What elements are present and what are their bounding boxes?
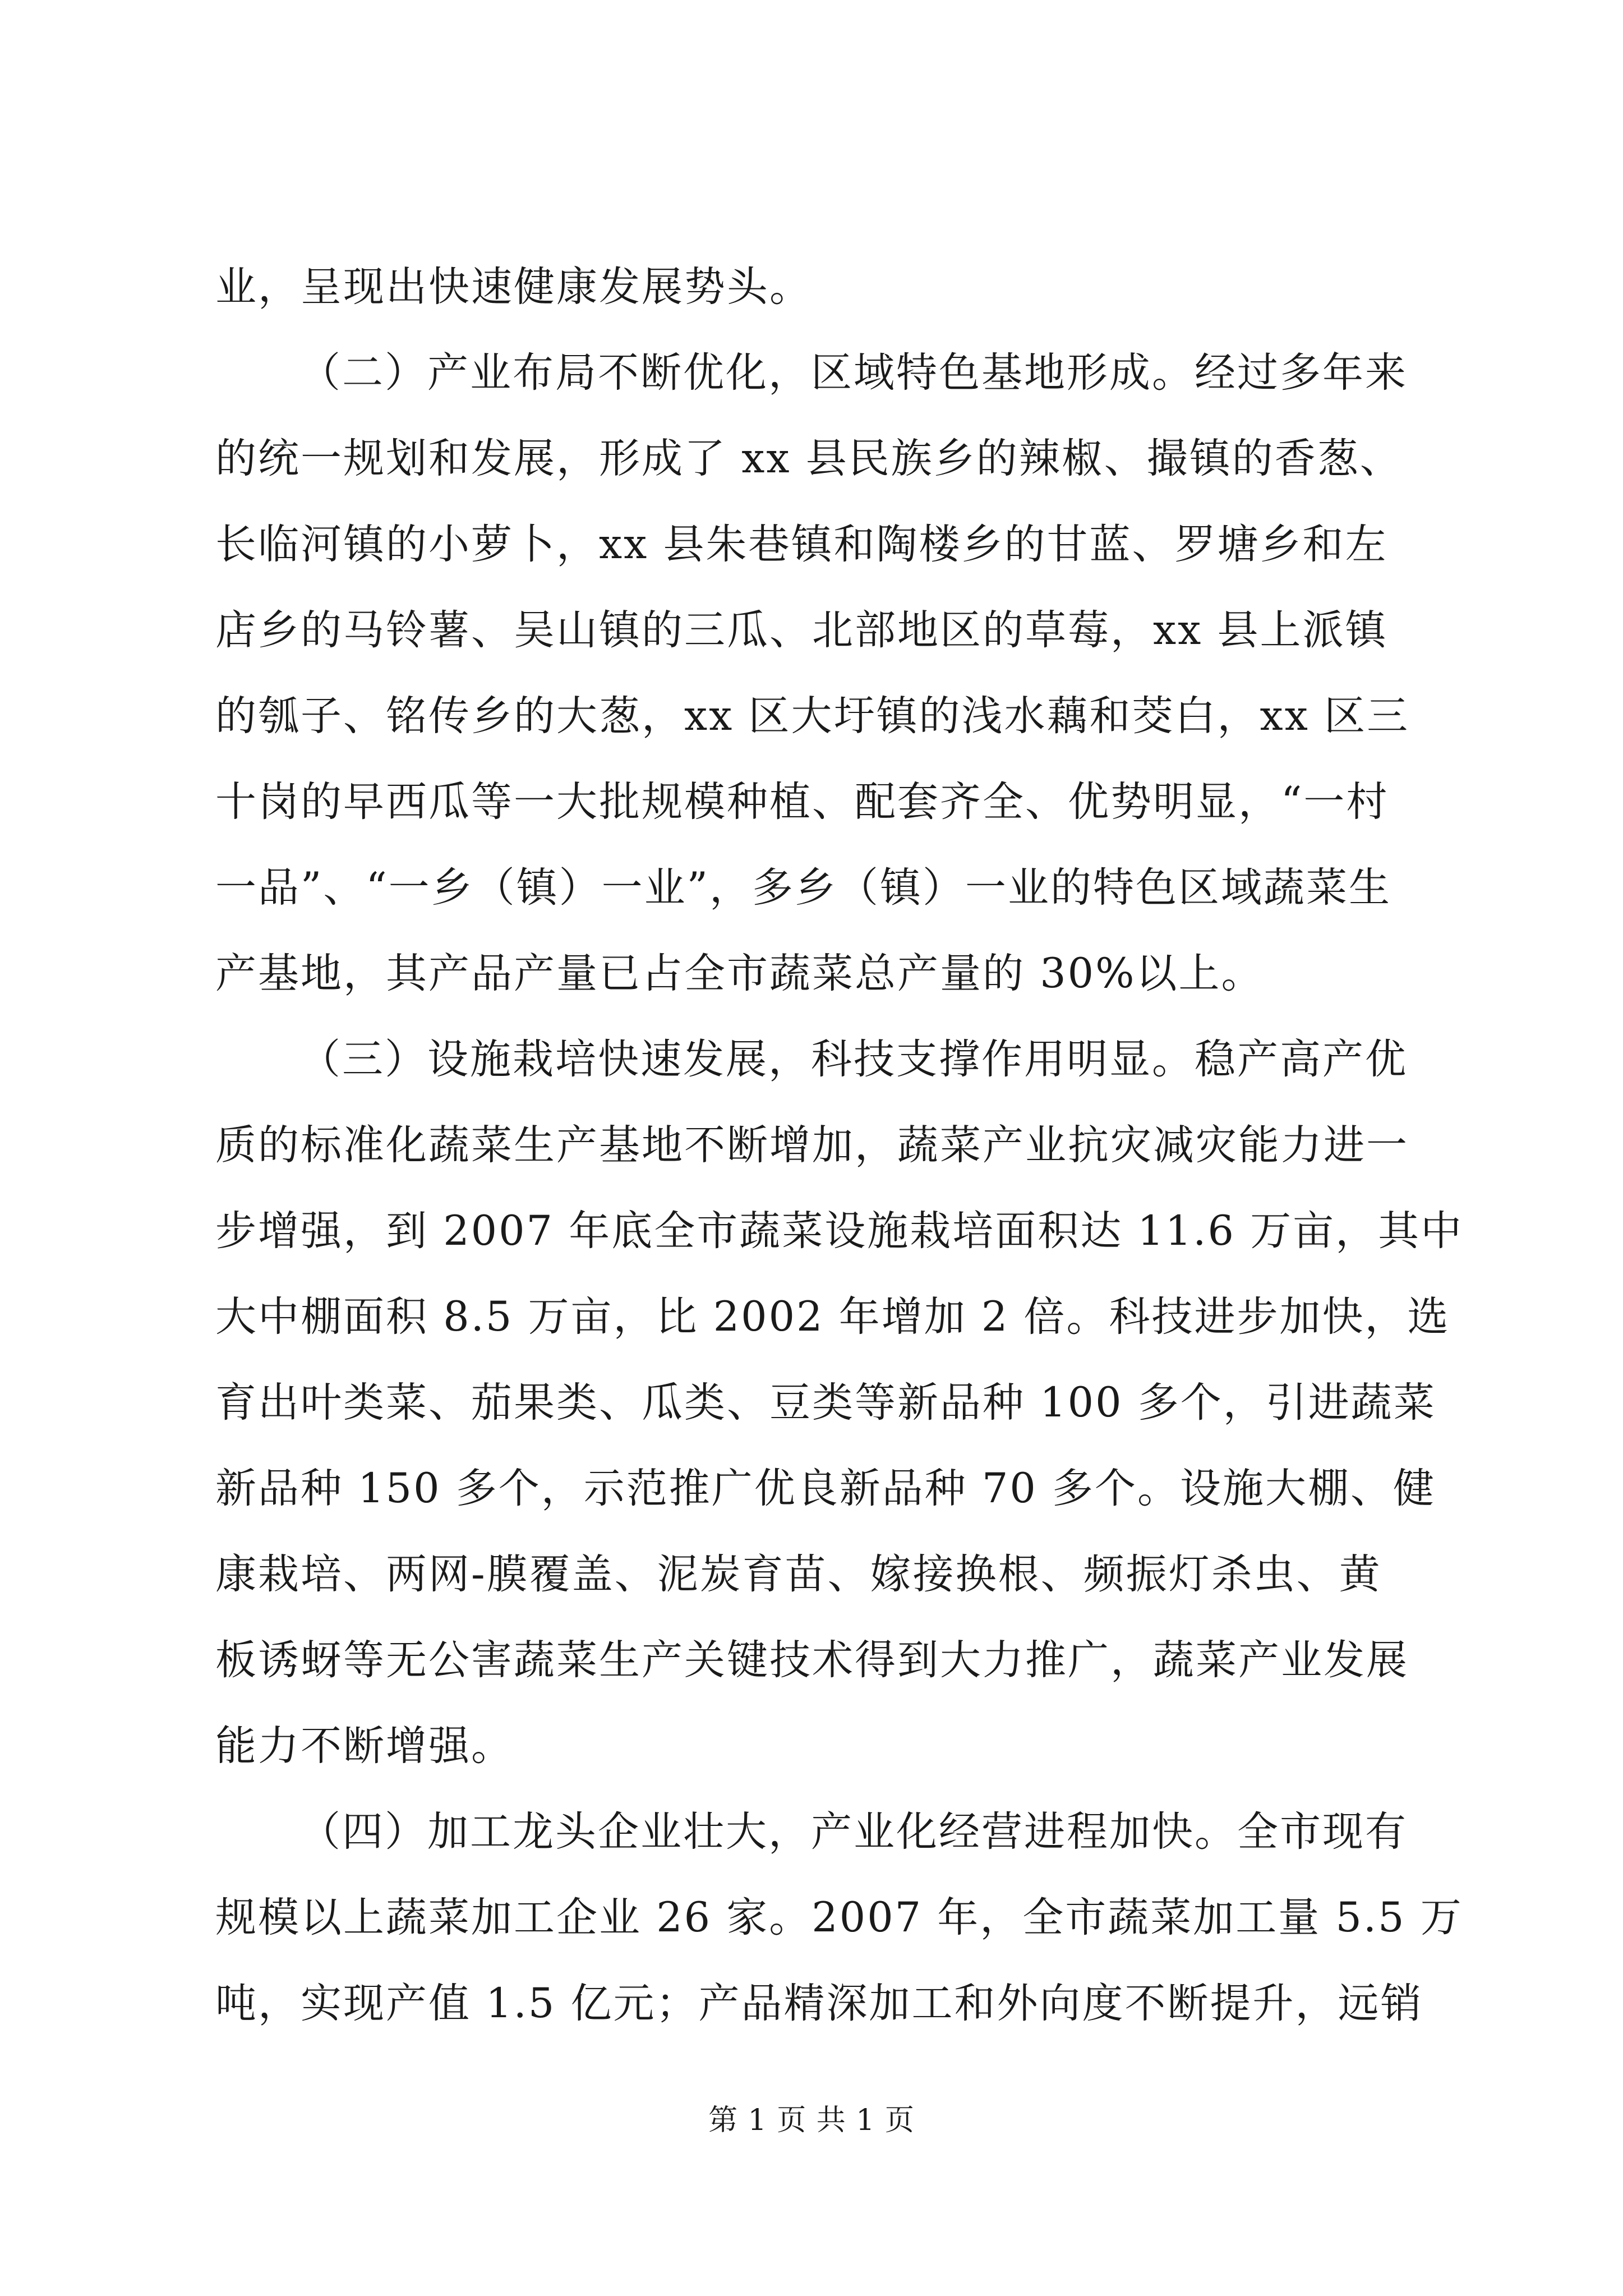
text-line: 一品”、“一乡（镇）一业”，多乡（镇）一业的特色区域蔬菜生 [215,864,1391,912]
text-line: 育出叶类菜、茄果类、瓜类、豆类等新品种 100 多个，引进蔬菜 [215,1379,1436,1427]
page-number-footer: 第 1 页 共 1 页 [708,2104,915,2137]
paragraph-4-start: （四）加工龙头企业壮大，产业化经营进程加快。全市现有 [299,1808,1408,1856]
text-line: 步增强，到 2007 年底全市蔬菜设施栽培面积达 11.6 万亩，其中 [215,1207,1464,1255]
text-line: 十岗的早西瓜等一大批规模种植、配套齐全、优势明显，“一村 [215,778,1389,826]
paragraph-2-start: （二）产业布局不断优化，区域特色基地形成。经过多年来 [299,349,1408,397]
paragraph-3-start: （三）设施栽培快速发展，科技支撑作用明显。稳产高产优 [299,1036,1408,1083]
text-line: 吨，实现产值 1.5 亿元；产品精深加工和外向度不断提升，远销 [215,1980,1423,2027]
text-line: 规模以上蔬菜加工企业 26 家。2007 年，全市蔬菜加工量 5.5 万 [215,1894,1463,1941]
text-line: 质的标准化蔬菜生产基地不断增加，蔬菜产业抗灾减灾能力进一 [215,1121,1409,1169]
text-line: 板诱蚜等无公害蔬菜生产关键技术得到大力推广，蔬菜产业发展 [215,1636,1409,1684]
text-line: 店乡的马铃薯、吴山镇的三瓜、北部地区的草莓，xx 县上派镇 [215,606,1388,654]
text-line: 业，呈现出快速健康发展势头。 [215,263,812,311]
text-line: 产基地，其产品产量已占全市蔬菜总产量的 30%以上。 [215,950,1264,997]
text-line: 的瓠子、铭传乡的大葱，xx 区大圩镇的浅水藕和茭白，xx 区三 [215,692,1410,740]
text-line: 的统一规划和发展，形成了 xx 县民族乡的辣椒、撮镇的香葱、 [215,435,1403,482]
text-line: 大中棚面积 8.5 万亩，比 2002 年增加 2 倍。科技进步加快，选 [215,1293,1450,1341]
text-line: 康栽培、两网-膜覆盖、泥炭育苗、嫁接换根、频振灯杀虫、黄 [215,1550,1382,1598]
text-line: 新品种 150 多个，示范推广优良新品种 70 多个。设施大棚、健 [215,1465,1436,1512]
text-line: 能力不断增强。 [215,1722,514,1770]
text-line: 长临河镇的小萝卜，xx 县朱巷镇和陶楼乡的甘蓝、罗塘乡和左 [215,521,1388,568]
